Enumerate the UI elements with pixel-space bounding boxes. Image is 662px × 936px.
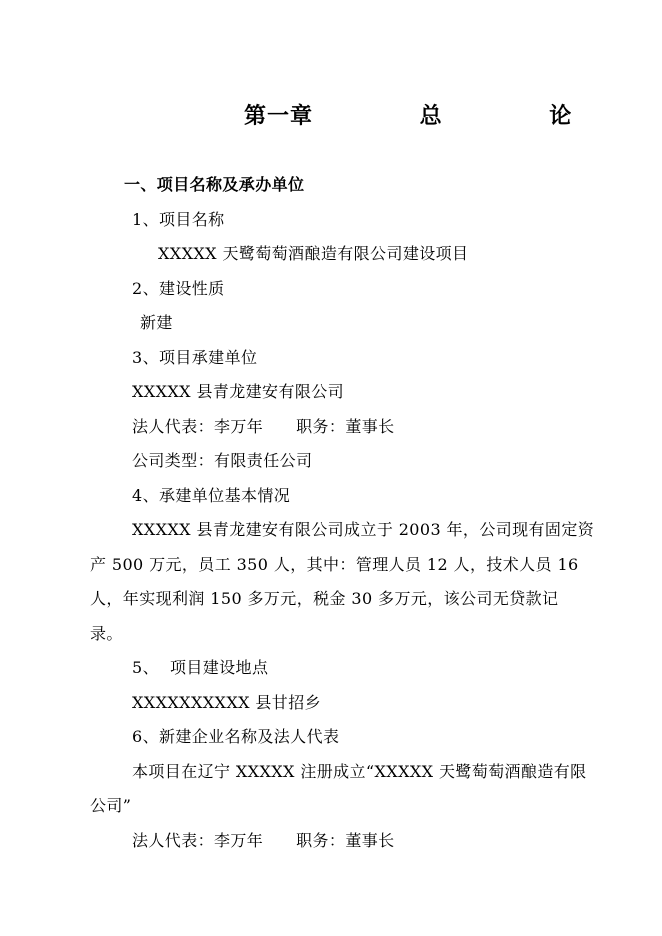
item-1-project-name: XXXXX 天鹭萄萄酒酿造有限公司建设项目: [158, 244, 469, 263]
item-1-label: 1、项目名称: [132, 210, 225, 229]
item-6-paragraph-line: 公司”: [90, 796, 132, 815]
item-6-legal-representative: 法人代表：李万年 职务：董事长: [132, 831, 395, 850]
item-4-paragraph-line: 录。: [90, 624, 123, 643]
item-3-company-name: XXXXX 县青龙建安有限公司: [132, 382, 345, 401]
item-2-label: 2、建设性质: [132, 279, 225, 298]
item-3-label: 3、项目承建单位: [132, 348, 258, 367]
item-5-construction-site: XXXXXXXXXX 县甘招乡: [132, 693, 321, 712]
item-4-paragraph-line: 人，年实现利润 150 多万元，税金 30 多万元，该公司无贷款记: [90, 589, 559, 608]
item-6-paragraph-line: 本项目在辽宁 XXXXX 注册成立“XXXXX 天鹭萄萄酒酿造有限: [132, 762, 587, 781]
item-6-label: 6、新建企业名称及法人代表: [132, 727, 340, 746]
item-4-paragraph-line: 产 500 万元，员工 350 人，其中：管理人员 12 人，技术人员 16: [90, 555, 579, 574]
item-4-label: 4、承建单位基本情况: [132, 486, 291, 505]
item-5-label: 5、 项目建设地点: [132, 658, 269, 677]
item-3-company-type: 公司类型：有限责任公司: [132, 451, 313, 470]
chapter-title: 第一章 总 论: [244, 103, 573, 129]
item-4-paragraph-line: XXXXX 县青龙建安有限公司成立于 2003 年，公司现有固定资: [132, 520, 595, 539]
section-heading-project-name-and-undertaker: 一、项目名称及承办单位: [124, 175, 305, 194]
item-3-legal-representative: 法人代表：李万年 职务：董事长: [132, 417, 395, 436]
item-2-construction-nature: 新建: [140, 313, 173, 332]
